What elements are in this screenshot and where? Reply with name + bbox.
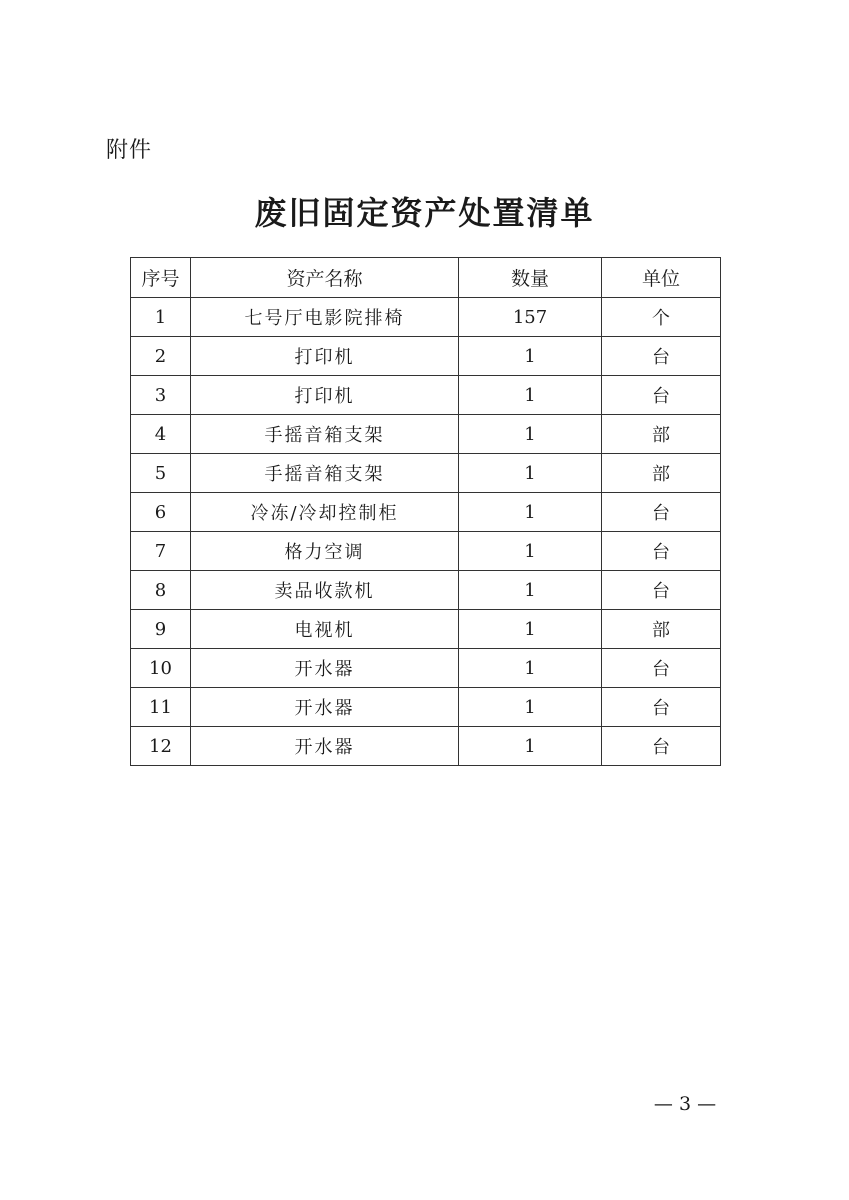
header-unit: 单位 [602, 258, 721, 298]
row-name-cell: 电视机 [191, 610, 459, 649]
row-quantity-cell: 1 [459, 337, 602, 376]
row-name-cell: 冷冻/冷却控制柜 [191, 493, 459, 532]
row-name-cell: 手摇音箱支架 [191, 415, 459, 454]
row-index-cell: 2 [131, 337, 191, 376]
row-index-cell: 11 [131, 688, 191, 727]
row-index-cell: 3 [131, 376, 191, 415]
row-index-cell: 10 [131, 649, 191, 688]
row-unit-cell: 台 [602, 727, 721, 766]
row-index-cell: 6 [131, 493, 191, 532]
page-number: — 3 — [653, 1093, 717, 1115]
table-row [131, 298, 721, 337]
table-row [131, 376, 721, 415]
row-name-cell: 手摇音箱支架 [191, 454, 459, 493]
row-unit-cell: 部 [602, 454, 721, 493]
row-name-cell: 打印机 [191, 376, 459, 415]
row-index-cell: 1 [131, 298, 191, 337]
row-index-cell: 9 [131, 610, 191, 649]
row-quantity-cell: 1 [459, 610, 602, 649]
table-row [131, 415, 721, 454]
row-index-cell: 7 [131, 532, 191, 571]
row-quantity-cell: 1 [459, 688, 602, 727]
table-row [131, 727, 721, 766]
header-index: 序号 [131, 258, 191, 298]
row-name-cell: 打印机 [191, 337, 459, 376]
row-index-cell: 8 [131, 571, 191, 610]
table-row [131, 610, 721, 649]
row-unit-cell: 部 [602, 415, 721, 454]
row-quantity-cell: 1 [459, 727, 602, 766]
row-unit-cell: 部 [602, 610, 721, 649]
row-quantity-cell: 157 [459, 298, 602, 337]
row-unit-cell: 个 [602, 298, 721, 337]
table-body [131, 298, 721, 766]
table-row [131, 454, 721, 493]
table-row [131, 571, 721, 610]
row-name-cell: 七号厅电影院排椅 [191, 298, 459, 337]
row-quantity-cell: 1 [459, 376, 602, 415]
attachment-label: 附件 [106, 138, 153, 163]
table-row [131, 649, 721, 688]
row-quantity-cell: 1 [459, 532, 602, 571]
row-unit-cell: 台 [602, 571, 721, 610]
row-quantity-cell: 1 [459, 454, 602, 493]
header-name: 资产名称 [191, 258, 459, 298]
row-index-cell: 4 [131, 415, 191, 454]
row-name-cell: 开水器 [191, 727, 459, 766]
row-index-cell: 5 [131, 454, 191, 493]
row-quantity-cell: 1 [459, 649, 602, 688]
table-row [131, 532, 721, 571]
row-name-cell: 格力空调 [191, 532, 459, 571]
header-quantity: 数量 [459, 258, 602, 298]
table-row [131, 337, 721, 376]
row-unit-cell: 台 [602, 337, 721, 376]
document-title: 废旧固定资产处置清单 [254, 194, 595, 232]
row-quantity-cell: 1 [459, 493, 602, 532]
row-quantity-cell: 1 [459, 415, 602, 454]
table-header-row [131, 258, 721, 298]
row-name-cell: 卖品收款机 [191, 571, 459, 610]
row-unit-cell: 台 [602, 532, 721, 571]
row-unit-cell: 台 [602, 376, 721, 415]
table-row [131, 493, 721, 532]
table-row [131, 688, 721, 727]
row-unit-cell: 台 [602, 493, 721, 532]
row-name-cell: 开水器 [191, 688, 459, 727]
row-index-cell: 12 [131, 727, 191, 766]
asset-disposal-table [130, 257, 721, 766]
row-name-cell: 开水器 [191, 649, 459, 688]
row-unit-cell: 台 [602, 688, 721, 727]
row-quantity-cell: 1 [459, 571, 602, 610]
row-unit-cell: 台 [602, 649, 721, 688]
